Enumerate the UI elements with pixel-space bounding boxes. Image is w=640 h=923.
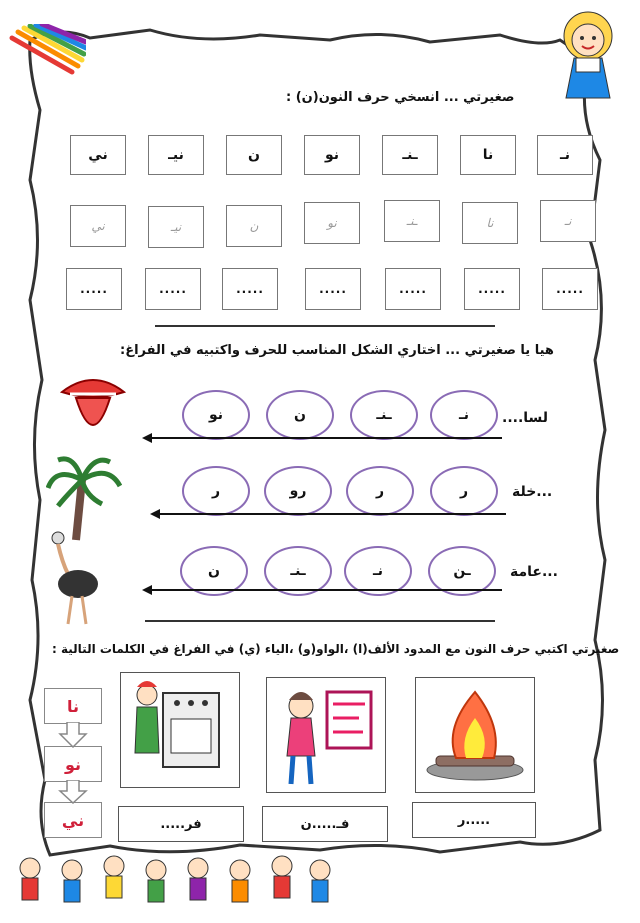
down-arrow-icon bbox=[58, 780, 88, 804]
letter-box: نـ bbox=[537, 135, 593, 175]
word-3: ...عامة bbox=[510, 564, 558, 580]
option-circle[interactable]: نـ bbox=[344, 546, 412, 596]
write-box[interactable]: ..... bbox=[464, 268, 520, 310]
trace-box[interactable]: ني bbox=[70, 205, 126, 247]
section2-title: هيا يا صغيرتي ... اختاري الشكل المناسب للحرف واكتبيه في الفراغ: bbox=[120, 343, 554, 358]
painter-picture bbox=[266, 677, 386, 793]
write-box[interactable]: ..... bbox=[385, 268, 441, 310]
option-circle[interactable]: نو bbox=[182, 390, 250, 440]
trace-box[interactable]: ن bbox=[226, 205, 282, 247]
option-circle[interactable]: ن bbox=[180, 546, 248, 596]
divider bbox=[145, 620, 495, 622]
arrow-line bbox=[140, 584, 505, 596]
option-circle[interactable]: ـن bbox=[428, 546, 496, 596]
letter-box: ـنـ bbox=[382, 135, 438, 175]
syllable-card: نو bbox=[44, 746, 102, 782]
girl-illustration bbox=[548, 6, 632, 106]
tongue-icon bbox=[58, 372, 128, 444]
ostrich-icon bbox=[44, 528, 104, 628]
option-circle[interactable]: ـنـ bbox=[264, 546, 332, 596]
write-box[interactable]: ..... bbox=[305, 268, 361, 310]
write-box[interactable]: ..... bbox=[66, 268, 122, 310]
option-circle[interactable]: رو bbox=[264, 466, 332, 516]
option-circle[interactable]: ن bbox=[266, 390, 334, 440]
letter-box: نا bbox=[460, 135, 516, 175]
option-circle[interactable]: نـ bbox=[430, 390, 498, 440]
down-arrow-icon bbox=[58, 722, 88, 748]
write-box[interactable]: ..... bbox=[542, 268, 598, 310]
letter-box: نو bbox=[304, 135, 360, 175]
trace-box[interactable]: نو bbox=[304, 202, 360, 244]
section1-title: صغيرتي ... انسخي حرف النون(ن) : bbox=[286, 90, 515, 105]
write-box[interactable]: ..... bbox=[222, 268, 278, 310]
word-2: ...خلة bbox=[512, 484, 553, 500]
fire-picture bbox=[415, 677, 535, 793]
trace-box[interactable]: ـنـ bbox=[384, 200, 440, 242]
arrow-line bbox=[148, 508, 508, 520]
syllable-card: ني bbox=[44, 802, 102, 838]
letter-box: نيـ bbox=[148, 135, 204, 175]
trace-box[interactable]: نـ bbox=[540, 200, 596, 242]
trace-box[interactable]: نيـ bbox=[148, 206, 204, 248]
letter-box: ني bbox=[70, 135, 126, 175]
pencils-icon bbox=[6, 24, 86, 84]
oven-picture bbox=[120, 672, 240, 788]
letter-box: ن bbox=[226, 135, 282, 175]
option-circle[interactable]: ـنـ bbox=[350, 390, 418, 440]
section3-title: صغيرتي اكتبي حرف النون مع المدود الألف(ا) ،الواو(و) ،الياء (ي) في الفراغ في الكلمات التالية : bbox=[52, 642, 620, 656]
option-circle[interactable]: ر bbox=[182, 466, 250, 516]
option-circle[interactable]: ر bbox=[430, 466, 498, 516]
children-border-illustration bbox=[10, 852, 340, 918]
answer-box[interactable]: .....ر bbox=[412, 802, 536, 838]
answer-box[interactable]: فر..... bbox=[118, 806, 244, 842]
divider bbox=[155, 325, 495, 327]
syllable-card: نا bbox=[44, 688, 102, 724]
trace-box[interactable]: نا bbox=[462, 202, 518, 244]
write-box[interactable]: ..... bbox=[145, 268, 201, 310]
option-circle[interactable]: ر bbox=[346, 466, 414, 516]
answer-box[interactable]: فـ.....ن bbox=[262, 806, 388, 842]
word-1: لسا.... bbox=[502, 410, 549, 426]
arrow-line bbox=[140, 432, 505, 444]
